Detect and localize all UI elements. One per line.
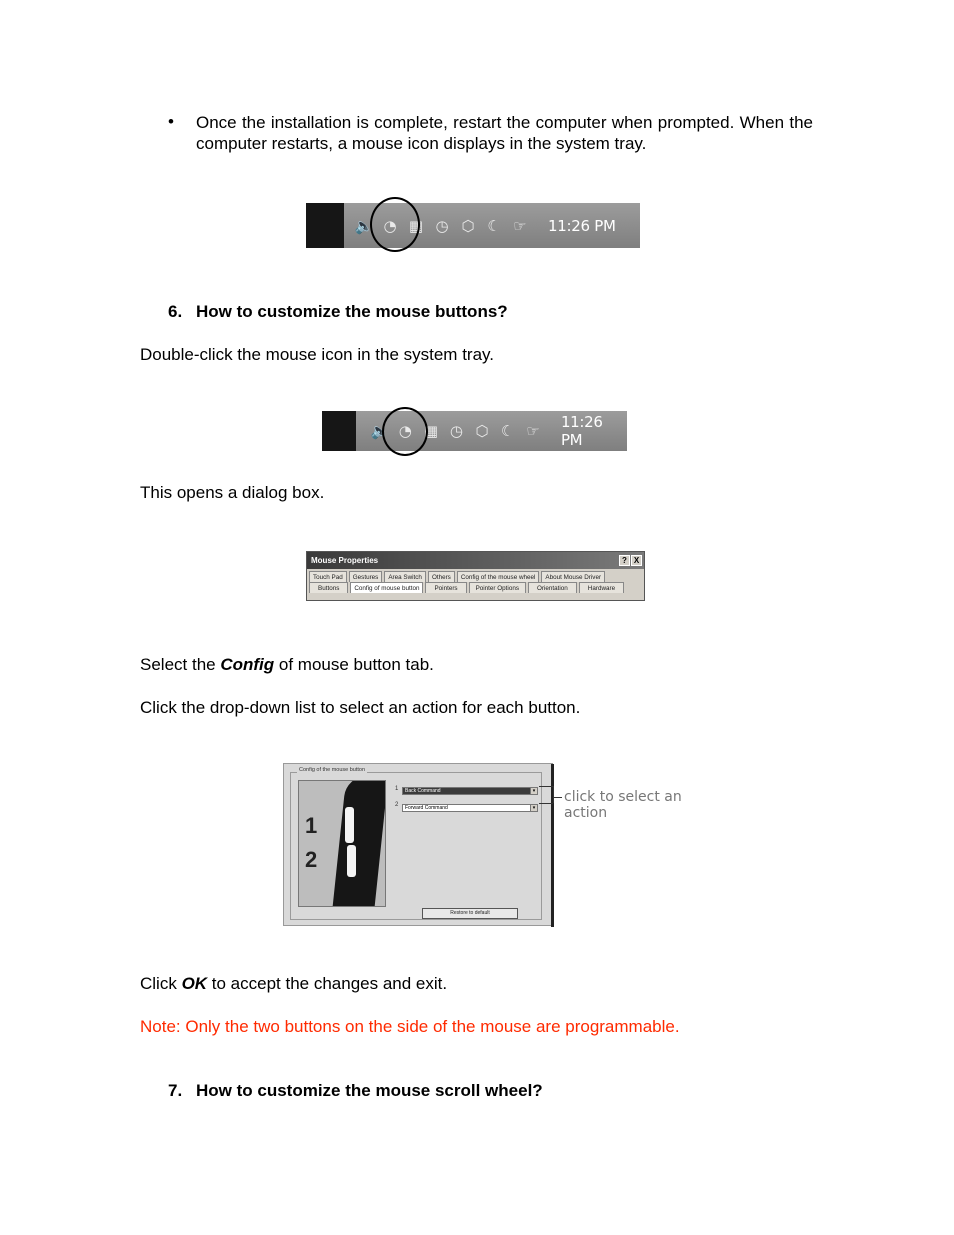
tab-touch-pad[interactable]: Touch Pad (309, 571, 347, 582)
programmable-note: Note: Only the two buttons on the side of the mouse are programmable. (140, 1017, 680, 1036)
chevron-down-icon[interactable]: ▾ (530, 805, 537, 811)
system-tray-screenshot-1 (306, 203, 640, 248)
tab-pointer-options[interactable]: Pointer Options (469, 582, 526, 593)
instruction-select-config (140, 654, 434, 675)
group-label: Config of the mouse button (299, 767, 366, 773)
section-title: How to customize the mouse buttons? (196, 302, 508, 321)
moon-icon: ☾ (487, 216, 501, 235)
callout-bracket-top (539, 786, 553, 787)
select-2-label: 2 (395, 802, 399, 808)
hand-icon: ☞ (526, 422, 540, 440)
text-fragment: of mouse button tab. (274, 655, 434, 674)
tab-pointers[interactable]: Pointers (425, 582, 466, 593)
tab-config-mouse-button[interactable]: Config of mouse button (350, 582, 423, 593)
speaker-icon: 🔈 (354, 216, 374, 235)
tab-about-mouse-driver[interactable]: About Mouse Driver (541, 571, 605, 582)
tab-buttons[interactable]: Buttons (309, 582, 348, 593)
section-number: 7. (168, 1081, 183, 1100)
tray-clock: 11:26 PM (548, 216, 616, 235)
tray-clock: 11:26 PM (560, 413, 603, 449)
mouse-icon: ◔ (383, 216, 397, 235)
button-2-number: 2 (305, 847, 318, 872)
mouse-icon: ◔ (398, 422, 412, 440)
text-fragment: to accept the changes and exit. (207, 974, 448, 993)
tab-area-switch[interactable]: Area Switch (384, 571, 426, 582)
section-7-heading (168, 1080, 543, 1101)
help-button[interactable]: ? (619, 555, 630, 566)
speaker-icon: 🔈 (370, 422, 390, 440)
bullet-paragraph: Once the installation is complete, restart the computer when prompted. When the computer restarts, a mouse icon displays in the system tray. (196, 113, 813, 153)
select-1-value: Back Command (405, 788, 441, 794)
text-fragment: Select the (140, 655, 221, 674)
instruction-dropdown: Click the drop-down list to select an action for each button. (140, 698, 581, 717)
ok-emphasis: OK (181, 974, 208, 993)
callout-pointer (554, 797, 562, 798)
mouse-illustration (298, 780, 386, 907)
hand-icon: ☞ (513, 216, 527, 235)
instruction-double-click: Double-click the mouse icon in the system tray. (140, 345, 494, 364)
select-2-value: Forward Command (405, 805, 448, 811)
dialog-title-bar (307, 552, 644, 569)
close-button[interactable]: X (631, 555, 642, 566)
config-emphasis: Config (220, 655, 275, 674)
tab-orientation[interactable]: Orientation (528, 582, 577, 593)
highlight-circle (382, 407, 428, 456)
tab-others[interactable]: Others (428, 571, 455, 582)
section-number: 6. (168, 302, 183, 321)
callout-bracket-bottom (539, 803, 553, 804)
clock-icon: ◷ (449, 422, 464, 440)
callout-text (564, 789, 682, 821)
mouse-side-button-1 (345, 807, 354, 843)
calendar-icon: ▦ (423, 422, 438, 440)
button-1-number: 1 (305, 813, 318, 838)
tab-hardware[interactable]: Hardware (579, 582, 624, 593)
instruction-click-ok (140, 973, 447, 994)
moon-icon: ☾ (500, 422, 515, 440)
dialog-title: Mouse Properties (311, 556, 379, 565)
restore-default-button[interactable]: Restore to default (422, 908, 518, 919)
chevron-down-icon[interactable]: ▾ (530, 788, 537, 794)
bullet-mark: • (168, 112, 174, 131)
highlight-circle (370, 197, 420, 252)
system-tray-screenshot-2 (322, 411, 627, 451)
action-select-1[interactable] (402, 787, 538, 795)
callout-bracket-vertical (553, 786, 554, 803)
calendar-icon: ▦ (408, 216, 424, 235)
select-1-label: 1 (395, 786, 399, 792)
clock-icon: ◷ (435, 216, 449, 235)
section-title: How to customize the mouse scroll wheel? (196, 1081, 543, 1100)
text-fragment: Click (140, 974, 182, 993)
tab-gestures[interactable]: Gestures (349, 571, 383, 582)
mouse-body (332, 780, 386, 907)
instruction-opens-dialog: This opens a dialog box. (140, 483, 325, 502)
callout-line-1: click to select an (564, 789, 682, 805)
mouse-side-button-2 (347, 845, 356, 877)
section-6-heading (168, 301, 508, 322)
tab-row-1 (307, 571, 644, 582)
shield-icon: ⬡ (461, 216, 475, 235)
tab-config-mouse-wheel[interactable]: Config of the mouse wheel (457, 571, 540, 582)
tab-row-2 (307, 582, 644, 593)
action-select-2[interactable] (402, 804, 538, 812)
shield-icon: ⬡ (475, 422, 489, 440)
callout-line-2: action (564, 805, 608, 821)
mouse-properties-dialog (306, 551, 645, 601)
config-mouse-button-panel (283, 763, 553, 926)
